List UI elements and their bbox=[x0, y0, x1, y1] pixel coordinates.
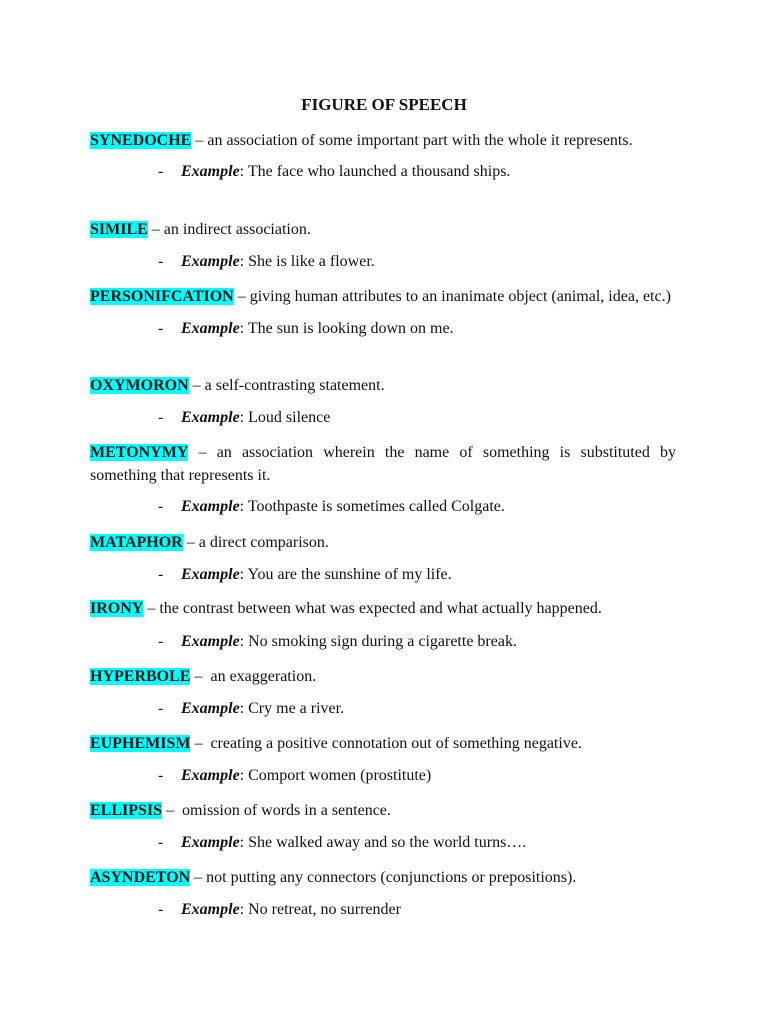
entry-definition: SIMILE – an indirect association. bbox=[90, 221, 311, 238]
entry-term: SYNEDOCHE bbox=[90, 132, 192, 149]
entry-example: - Example: The sun is looking down on me. bbox=[158, 320, 454, 337]
entry-example: - Example: You are the sunshine of my life. bbox=[158, 566, 452, 583]
entry-term: PERSONIFCATION bbox=[90, 288, 234, 305]
entry-definition: HYPERBOLE – an exaggeration. bbox=[90, 668, 317, 685]
entry-example: - Example: No retreat, no surrender bbox=[158, 901, 401, 918]
example-label: Example bbox=[181, 253, 240, 270]
example-label: Example bbox=[181, 320, 240, 337]
entry-term: OXYMORON bbox=[90, 377, 189, 394]
entry-asyndeton bbox=[90, 866, 676, 920]
entry-term: METONYMY bbox=[90, 444, 189, 461]
entry-term: MATAPHOR bbox=[90, 534, 183, 551]
entry-definition: ASYNDETON – not putting any connectors (conjunctions or prepositions). bbox=[90, 869, 577, 886]
example-label: Example bbox=[181, 767, 240, 784]
example-label: Example bbox=[181, 163, 240, 180]
entry-example: - Example: Toothpaste is sometimes called Colgate. bbox=[158, 498, 505, 515]
entry-definition: SYNEDOCHE – an association of some important part with the whole it represents. bbox=[90, 132, 633, 149]
example-label: Example bbox=[181, 633, 240, 650]
example-label: Example bbox=[181, 901, 240, 918]
entry-definition: EUPHEMISM – creating a positive connotation out of something negative. bbox=[90, 735, 582, 752]
entry-metonymy bbox=[90, 441, 676, 517]
entry-example: - Example: Comport women (prostitute) bbox=[158, 767, 432, 784]
example-label: Example bbox=[181, 566, 240, 583]
entry-example: - Example: She walked away and so the world turns…. bbox=[158, 834, 527, 851]
entry-hyperbole bbox=[90, 665, 676, 719]
entry-definition: MATAPHOR – a direct comparison. bbox=[90, 534, 329, 551]
entry-definition: METONYMY – an association wherein the name of something is substituted by something that represents it. bbox=[90, 444, 677, 484]
entry-term: HYPERBOLE bbox=[90, 668, 191, 685]
entry-definition: PERSONIFCATION – giving human attributes to an inanimate object (animal, idea, etc.) bbox=[90, 288, 671, 305]
entry-synedoche bbox=[90, 129, 676, 182]
entry-example: - Example: Loud silence bbox=[158, 409, 331, 426]
entry-euphemism bbox=[90, 732, 676, 786]
entry-term: IRONY bbox=[90, 600, 144, 617]
entry-term: SIMILE bbox=[90, 221, 148, 238]
entry-example: - Example: The face who launched a thousand ships. bbox=[158, 163, 511, 180]
example-label: Example bbox=[181, 498, 240, 515]
example-label: Example bbox=[181, 409, 240, 426]
entry-ellipsis bbox=[90, 799, 676, 853]
entry-mataphor bbox=[90, 531, 676, 585]
entry-definition: OXYMORON – a self-contrasting statement. bbox=[90, 377, 385, 394]
example-label: Example bbox=[181, 700, 240, 717]
page-title: FIGURE OF SPEECH bbox=[301, 95, 467, 114]
entry-term: EUPHEMISM bbox=[90, 735, 191, 752]
entry-term: ELLIPSIS bbox=[90, 802, 163, 819]
entry-irony bbox=[90, 597, 676, 652]
entry-definition: ELLIPSIS – omission of words in a sentence. bbox=[90, 802, 391, 819]
entry-example: - Example: Cry me a river. bbox=[158, 700, 345, 717]
entry-personification bbox=[90, 285, 676, 339]
entry-example: - Example: No smoking sign during a cigarette break. bbox=[158, 633, 517, 650]
entry-term: ASYNDETON bbox=[90, 869, 191, 886]
entry-oxymoron bbox=[90, 374, 676, 428]
example-label: Example bbox=[181, 834, 240, 851]
entry-definition: IRONY – the contrast between what was expected and what actually happened. bbox=[90, 600, 602, 617]
entry-simile bbox=[90, 218, 676, 272]
entry-example: - Example: She is like a flower. bbox=[158, 253, 375, 270]
